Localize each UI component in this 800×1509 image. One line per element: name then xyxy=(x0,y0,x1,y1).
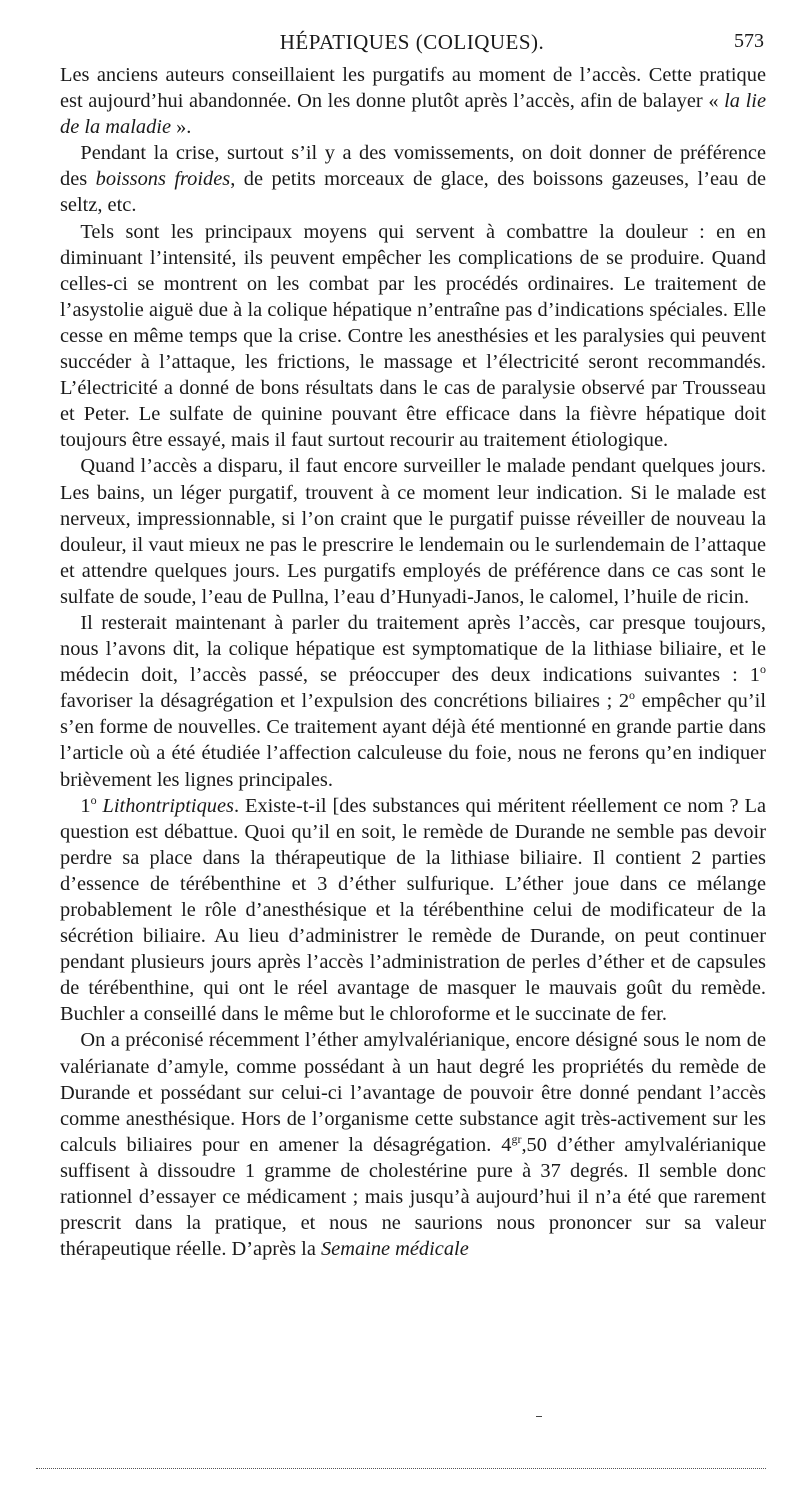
paragraph-douleur: Tels sont les principaux moyens qui servent à combattre la douleur : en en diminuant l’intensité, ils peuvent empêcher les complications de se produire. Quand celles-ci se montrent on les combat par les procédés ordinaires. Le traitement de l’asystolie aiguë due à la colique hépatique n’entraîne pas d’indications spéciales. Elle cesse en même temps que la crise. Contre les anesthésies et les paralysies qui peuvent succéder à l’attaque, les frictions, le massage et l’électricité seront recommandés. L’électricité a donné de bons résultats dans le cas de paralysie observé par Trousseau et Peter. Le sulfate de quinine pouvant être efficace dans la fièvre hépatique doit toujours être essayé, mais il faut surtout recourir au traitement étiologique. xyxy=(60,220,766,452)
paragraph-lithontriptiques: 1$^o$ Lithontriptiques. Existe-t-il [des substances qui méritent réellement ce nom ? La question est débattue. Quoi qu’il en soit, le remède de Durande ne semble pas devoir perdre sa place dans la thérapeutique de la lithiase biliaire. Il contient 2 parties d’essence de térébenthine et 3 d’éther sulfurique. L’éther joue dans ce mélange probablement le rôle d’anesthésique et la térébenthine celui de modificateur de la sécrétion biliaire. Au lieu d’administrer le remède de Durande, on peut continuer pendant plusieurs jours après l’accès l’administration de perles d’éther et de capsules de térébenthine, qui ont le réel avantage de masquer le mauvais goût du remède. Buchler a conseillé dans le même but le chloroforme et le succinate de fer. xyxy=(60,792,766,1026)
page-header xyxy=(60,30,764,60)
paragraph-purgatifs: Les anciens auteurs conseillaient les purgatifs au moment de l’accès. Cette pratique est aujourd’hui abandonnée. On les donne plutôt après l’accès, afin de balayer « la lie de la maladie ». xyxy=(60,64,767,139)
paragraph-ether-amylvalerianique: On a préconisé récemment l’éther amylvalérianique, encore désigné sous le nom de valérianate d’amyle, comme possédant à un haut degré les propriétés du remède de Durande et possédant sur celui-ci l’avantage de pouvoir être donné pendant l’accès comme anesthésique. Hors de l’organisme cette substance agit très-activement sur les calculs biliaires pour en amener la désagrégation. $4^{gr},50$ d’éther amylvalérianique suffisent à dissoudre 1 gramme de cholestérine pure à 37 degrés. Il semble donc rationnel d’essayer ce médicament ; mais jusqu’à aujourd’hui il n’a été que rarement prescrit dans la pratique, et nous ne saurions nous prononcer sur sa valeur thérapeutique réelle. D’après la Semaine médicale xyxy=(60,1029,766,1261)
paragraph-traitement: Il resterait maintenant à parler du traitement après l’accès, car presque toujours, nous l’avons dit, la colique hépatique est symptomatique de la lithiase biliaire, et le médecin doit, l’accès passé, se préoccuper des deux indications suivantes : 1$^o$ favoriser la désagrégation et l’expulsion des concrétions biliaires ; 2$^o$ empêcher qu’il s’en forme de nouvelles. Ce traitement ayant déjà été mentionné en grande partie dans l’article où a été étudiée l’affection calculeuse du foie, nous ne ferons qu’en indiquer brièvement les lignes principales. xyxy=(60,611,766,791)
running-head: HÉPATIQUES (COLIQUES). xyxy=(279,30,545,54)
paragraph-crise: Pendant la crise, surtout s’il y a des vomissements, on doit donner de préférence des boissons froides, de petits morceaux de glace, des boissons gazeuses, l’eau de seltz, etc. xyxy=(60,142,766,217)
paragraph-apres-acces: Quand l’accès a disparu, il faut encore surveiller le malade pendant quelques jours. Les bains, un léger purgatif, trouvent à ce moment leur indication. Si le malade est nerveux, impressionnable, si l’on craint que le purgatif puisse réveiller de nouveau la douleur, il vaut mieux ne pas le prescrire le lendemain ou le surlendemain de l’attaque et attendre quelques jours. Les purgatifs employés de préférence dans ce cas sont le sulfate de soude, l’eau de Pullna, l’eau d’Hunyadi-Janos, le calomel, l’huile de ricin. xyxy=(60,455,766,608)
printer-mark xyxy=(536,1416,542,1417)
page-number: 573 xyxy=(734,30,764,52)
body-text xyxy=(60,62,766,1262)
footer-dotted-rule xyxy=(36,1468,766,1469)
